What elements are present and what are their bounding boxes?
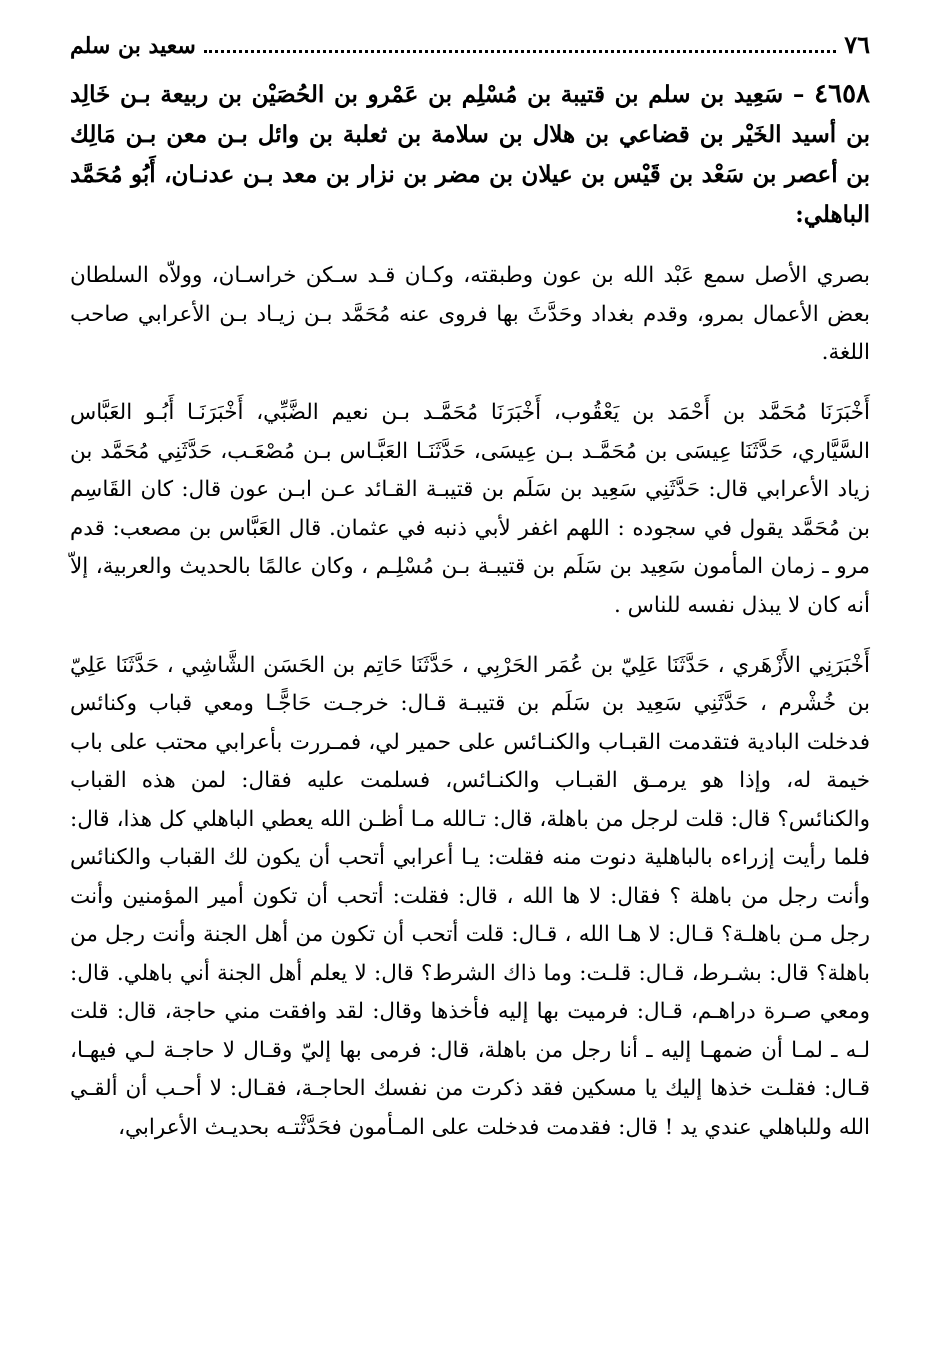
paragraph-narration-1: أَخْبَرَنَا مُحَمَّد بن أَحْمَد بن يَعْقُوب، أَخْبَرَنَا مُحَمَّـد بـن نعيم الضَّبِّي، أَخْبَرَنَـا أَبُـو العَبَّاس السَّيَّاري، حَدَّثَنَا عِيسَى بن مُحَمَّـد بـن عِيسَى، حَدَّثَنَـا العَبَّـاس بـن مُصْعَـب، حَدَّثَنِي مُحَمَّد بن زياد الأعرابي قال: حَدَّثَنِي سَعِيد بن سَلَم بن قتيبـة القـائد عـن ابـن عون قال: كان القَاسِم بن مُحَمَّد يقول في سجوده : اللهم اغفر لأبي ذنبه في عثمان. قال العَبَّاس بن مصعب: قدم مرو ـ زمان المأمون سَعِيد بن سَلَم بن قتيبـة بـن مُسْلِـم ، وكان عالمًا بالحديث والعربية، إلاّ أنه كان لا يبذل نفسه للناس . — [70, 400, 870, 618]
running-head — [70, 30, 870, 66]
paragraph-narration-2: أَخْبَرَنِي الأَزْهَري ، حَدَّثَنَا عَلِيّ بن عُمَر الحَرْبِي ، حَدَّثَنَا حَاتِم بن الحَسَن الشَّاشِي ، حَدَّثَنَا عَلِيّ بن خُشْرم ، حَدَّثَنِي سَعِيد بن سَلَم بن قتيبـة قـال: خرجـت حَاجًّـا ومعي قباب وكنائس فدخلت البادية فتقدمت القبـاب والكنـائس على حمير لي، فمـررت بأعرابي محتب على باب خيمة له، وإذا هو يرمـق القبـاب والكنـائس، فسلمت عليه فقال: لمن هذه القباب والكنائس؟ قال: قلت لرجل من باهلة، قال: تـالله مـا أظـن الله يعطي الباهلي كل هذا، قال: فلما رأيت إزراءه بالباهلية دنوت منه فقلت: يـا أعرابي أتحب أن يكون لك القباب والكنائس وأنت رجل من باهلة ؟ فقال: لا ها الله ، قال: فقلت: أتحب أن تكون أمير المؤمنين وأنت رجل مـن باهلـة؟ قـال: لا هـا الله ، قـال: قلت أتحب أن تكون من أهل الجنة وأنت رجل من باهلة؟ قال: بشـرط، قـال: قلـت: وما ذاك الشرط؟ قال: لا يعلم أهل الجنة أني باهلي. قال: ومعي صـرة دراهـم، قـال: فرميت بها إليه فأخذها وقال: لقد وافقت مني حاجة، قال: قلت لـه ـ لمـا أن ضمهـا إليه ـ أنا رجل من باهلة، قال: فرمى بها إليّ وقـال لا حاجـة لـي فيهـا، قـال: فقلـت خذها إليك يا مسكين فقد ذكرت من نفسك الحاجـة، فقـال: لا أحـب أن ألقـي الله وللباهلي عندي يد ! قال: فقدمت فدخلت على المـأمون فحَدَّثْتـه بحديـث الأعرابي، — [70, 652, 870, 1140]
entry-dash: – — [783, 81, 805, 108]
entry-heading — [70, 74, 870, 235]
dotted-leader — [204, 36, 836, 53]
page-number: ٧٦ — [844, 30, 870, 59]
book-page — [70, 30, 870, 1169]
running-title: سعيد بن سلم — [70, 33, 196, 59]
entry-number: ٤٦٥٨ — [814, 79, 870, 109]
paragraph-biography: بصري الأصل سمع عَبْد الله بن عون وطبقته، وكـان قـد سـكن خراسـان، وولاّه السلطان بعض الأعمال بمرو، وقدم بغداد وحَدَّثَ بها فروى عنه مُحَمَّد بـن زيـاد بـن الأعرابي صاحب اللغة. — [70, 263, 870, 365]
entry-heading-text: سَعِيد بن سلم بن قتيبة بن مُسْلِم بن عَمْرو بن الحُصَيْن بن ربيعة بـن خَالِد بن أسيد الخَيْر بن قضاعي بن هلال بن سلامة بن ثعلبة بن وائل بـن معن بـن مَالِك بن أعصر بن سَعْد بن قَيْس بن عيلان بن مضر بن نزار بن معد بـن عدنـان، أَبُو مُحَمَّد الباهلي: — [70, 81, 870, 228]
